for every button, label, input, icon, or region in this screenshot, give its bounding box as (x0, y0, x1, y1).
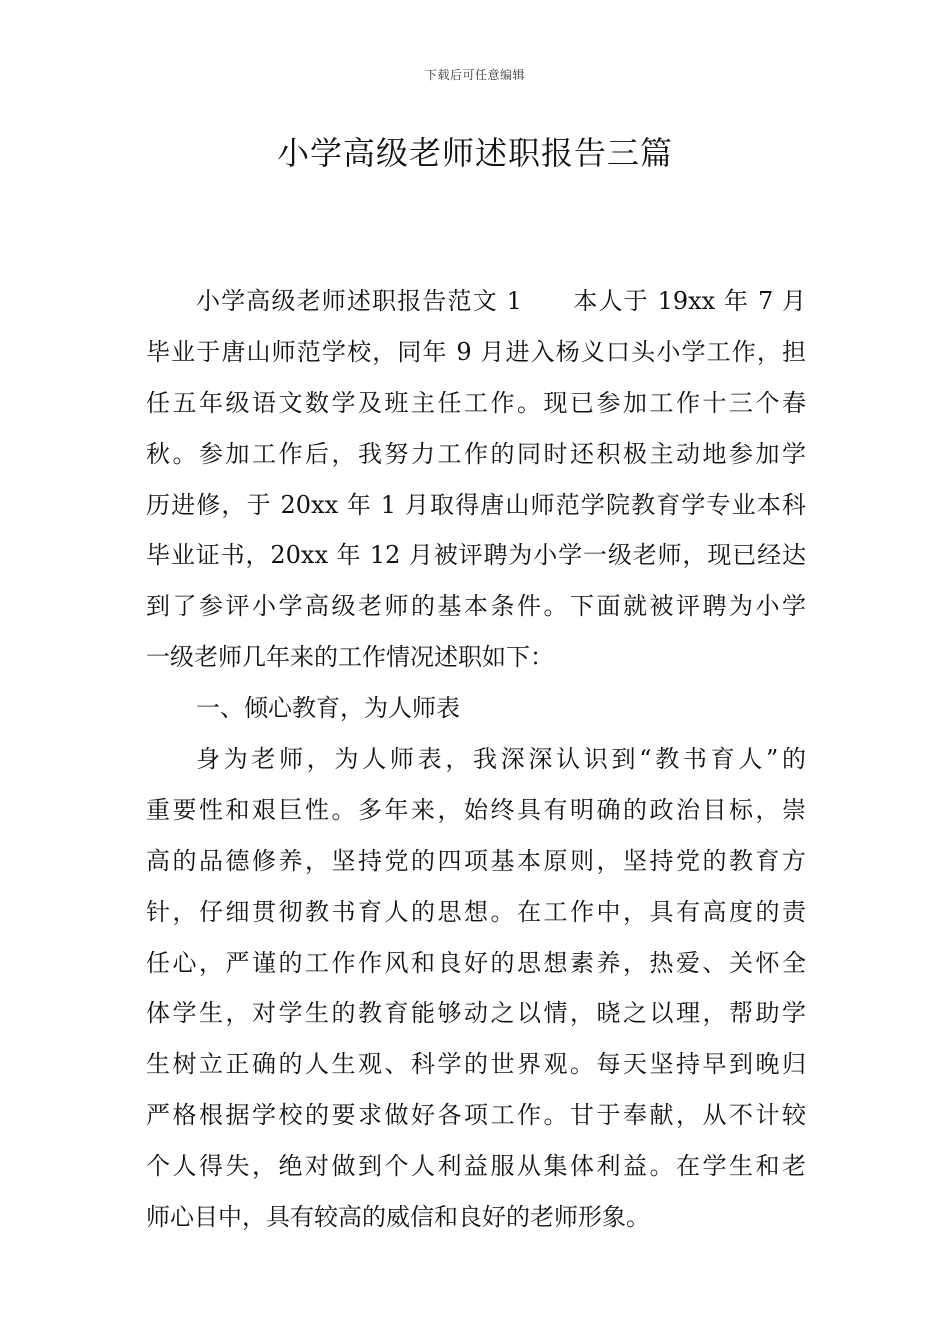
body-line: 到了参评小学高级老师的基本条件。下面就被评聘为小学 (146, 592, 806, 621)
document-title: 小学高级老师述职报告三篇 (276, 134, 673, 172)
body-line: 体学生，对学生的教育能够动之以情，晓之以理，帮助学 (146, 999, 806, 1028)
body-line: 毕业证书，20xx 年 12 月被评聘为小学一级老师，现已经达 (146, 541, 806, 570)
body-line: 针，仔细贯彻教书育人的思想。在工作中，具有高度的责 (146, 897, 806, 926)
body-line: 严格根据学校的要求做好各项工作。甘于奉献，从不计较 (146, 1101, 806, 1130)
body-line: 小学高级老师述职报告范文 1 本人于 19xx 年 7 月 (196, 287, 806, 315)
body-line: 重要性和艰巨性。多年来，始终具有明确的政治目标，崇 (146, 795, 806, 824)
body-line: 任五年级语文数学及班主任工作。现已参加工作十三个春 (146, 388, 806, 417)
header-note: 下载后可任意编辑 (424, 68, 525, 82)
body-line: 任心，严谨的工作作风和良好的思想素养，热爱、关怀全 (146, 948, 806, 977)
section-heading: 一、倾心教育，为人师表 (196, 694, 460, 723)
body-line: 秋。参加工作后，我努力工作的同时还积极主动地参加学 (146, 439, 806, 468)
body-line: 历进修，于 20xx 年 1 月取得唐山师范学院教育学专业本科 (146, 490, 806, 519)
document-body (146, 276, 806, 1243)
body-line: 个人得失，绝对做到个人利益服从集体利益。在学生和老 (146, 1152, 806, 1181)
body-line: 毕业于唐山师范学校，同年 9 月进入杨义口头小学工作，担 (146, 337, 806, 366)
body-line: 高的品德修养，坚持党的四项基本原则，坚持党的教育方 (146, 846, 806, 875)
body-line: 生树立正确的人生观、科学的世界观。每天坚持早到晚归 (146, 1050, 806, 1079)
body-line: 师心目中，具有较高的威信和良好的老师形象。 (146, 1203, 650, 1232)
body-line: 身为老师，为人师表，我深深认识到“教书育人”的 (196, 745, 806, 774)
body-line: 一级老师几年来的工作情况述职如下： (146, 643, 554, 672)
